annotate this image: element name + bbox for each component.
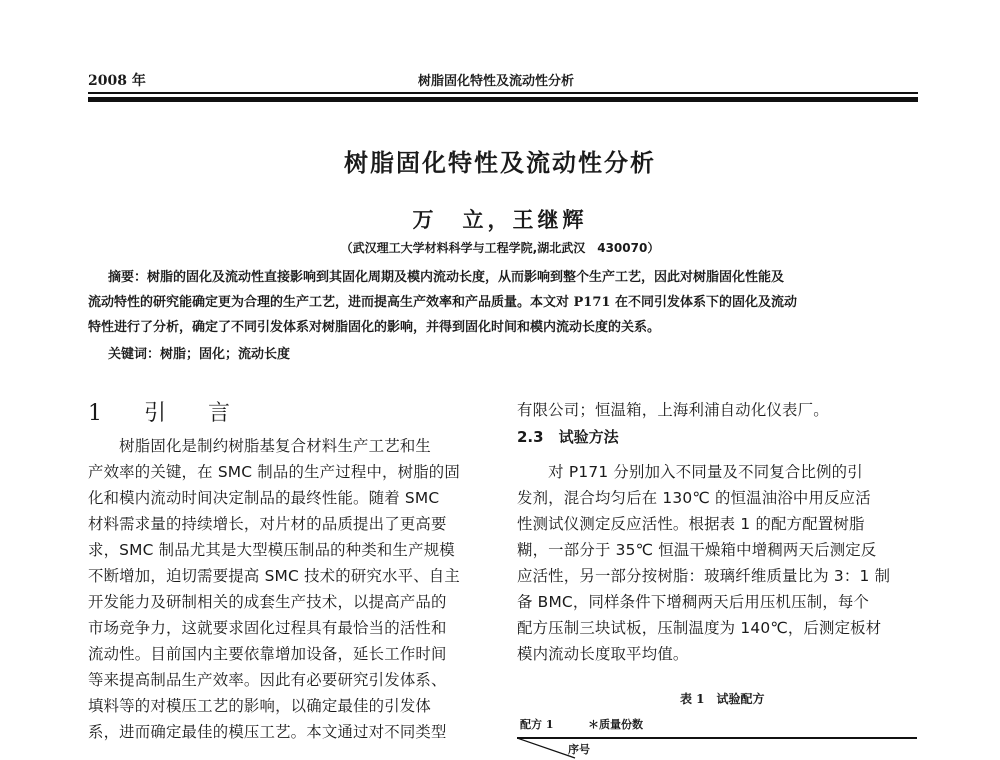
body-line: 发剂，混合均匀后在 130℃ 的恒温油浴中用反应活 <box>517 489 871 507</box>
body-line: 不断增加，迫切需要提高 SMC 技术的研究水平、自主 <box>88 567 460 585</box>
affiliation: （武汉理工大学材料科学与工程学院,湖北武汉 430070） <box>340 241 660 255</box>
abstract-line-3: 特性进行了分析，确定了不同引发体系对树脂固化的影响，并得到固化时间和模内流动长度的关系。 <box>88 320 661 335</box>
abstract-line-1: 摘要：树脂的固化及流动性直接影响到其固化周期及模内流动长度，从而影响到整个生产工艺，因此对树脂固化性能及 <box>108 270 785 285</box>
body-line: 有限公司；恒温箱，上海利浦自动化仪表厂。 <box>517 401 829 419</box>
keywords: 关键词：树脂；固化；流动长度 <box>108 347 291 362</box>
body-line: 应活性，另一部分按树脂：玻璃纤维质量比为 3：1 制 <box>517 567 891 585</box>
diagonal-line <box>517 738 575 758</box>
body-line: 备 BMC，同样条件下增稠两天后用压机压制，每个 <box>517 593 870 611</box>
body-line: 化和模内流动时间决定制品的最终性能。随着 SMC <box>88 489 440 507</box>
body-line: 产效率的关键，在 SMC 制品的生产过程中，树脂的固 <box>88 463 460 481</box>
body-line: 模内流动长度取平均值。 <box>517 645 689 663</box>
abstract-line-2: 流动特性的研究能确定更为合理的生产工艺，进而提高生产效率和产品质量。本文对 P171 在不同引发体系下的固化及流动 <box>88 295 797 310</box>
header-year: 2008 年 <box>88 73 146 89</box>
table-subcaption-left: 配方 1 <box>520 718 554 731</box>
body-line: 求，SMC 制品尤其是大型模压制品的种类和生产规模 <box>88 541 455 559</box>
section-heading-introduction: 1 引 言 <box>88 401 240 426</box>
body-line: 材料需求量的持续增长，对片材的品质提出了更高要 <box>88 515 447 533</box>
body-line: 流动性。目前国内主要依靠增加设备，延长工作时间 <box>88 645 447 663</box>
table-header-cell: 序号 <box>568 743 590 756</box>
table-top-rule <box>517 737 917 739</box>
article-title: 树脂固化特性及流动性分析 <box>344 149 656 177</box>
body-line: 性测试仪测定反应活性。根据表 1 的配方配置树脂 <box>517 515 865 533</box>
body-line: 配方压制三块试板，压制温度为 140℃，后测定板材 <box>517 619 882 637</box>
table-caption: 表 1 试验配方 <box>680 692 765 706</box>
subsection-heading-test-method: 2.3 试验方法 <box>517 428 619 446</box>
body-line: 树脂固化是制约树脂基复合材料生产工艺和生 <box>88 437 431 455</box>
header-rule-thick <box>88 97 918 102</box>
header-rule-thin <box>88 92 918 94</box>
authors: 万 立，王继辉 <box>412 207 588 232</box>
body-line: 填料等的对模压工艺的影响，以确定最佳的引发体 <box>88 697 431 715</box>
table-subcaption-right: ＊质量份数 <box>588 718 643 731</box>
body-line: 开发能力及研制相关的成套生产技术，以提高产品的 <box>88 593 447 611</box>
body-line: 糊，一部分于 35℃ 恒温干燥箱中增稠两天后测定反 <box>517 541 877 559</box>
running-title: 树脂固化特性及流动性分析 <box>418 74 575 89</box>
body-line: 系，进而确定最佳的模压工艺。本文通过对不同类型 <box>88 723 447 741</box>
body-line: 等来提高制品生产效率。因此有必要研究引发体系、 <box>88 671 447 689</box>
body-line: 对 P171 分别加入不同量及不同复合比例的引 <box>517 463 863 481</box>
body-line: 市场竞争力，这就要求固化过程具有最恰当的活性和 <box>88 619 447 637</box>
